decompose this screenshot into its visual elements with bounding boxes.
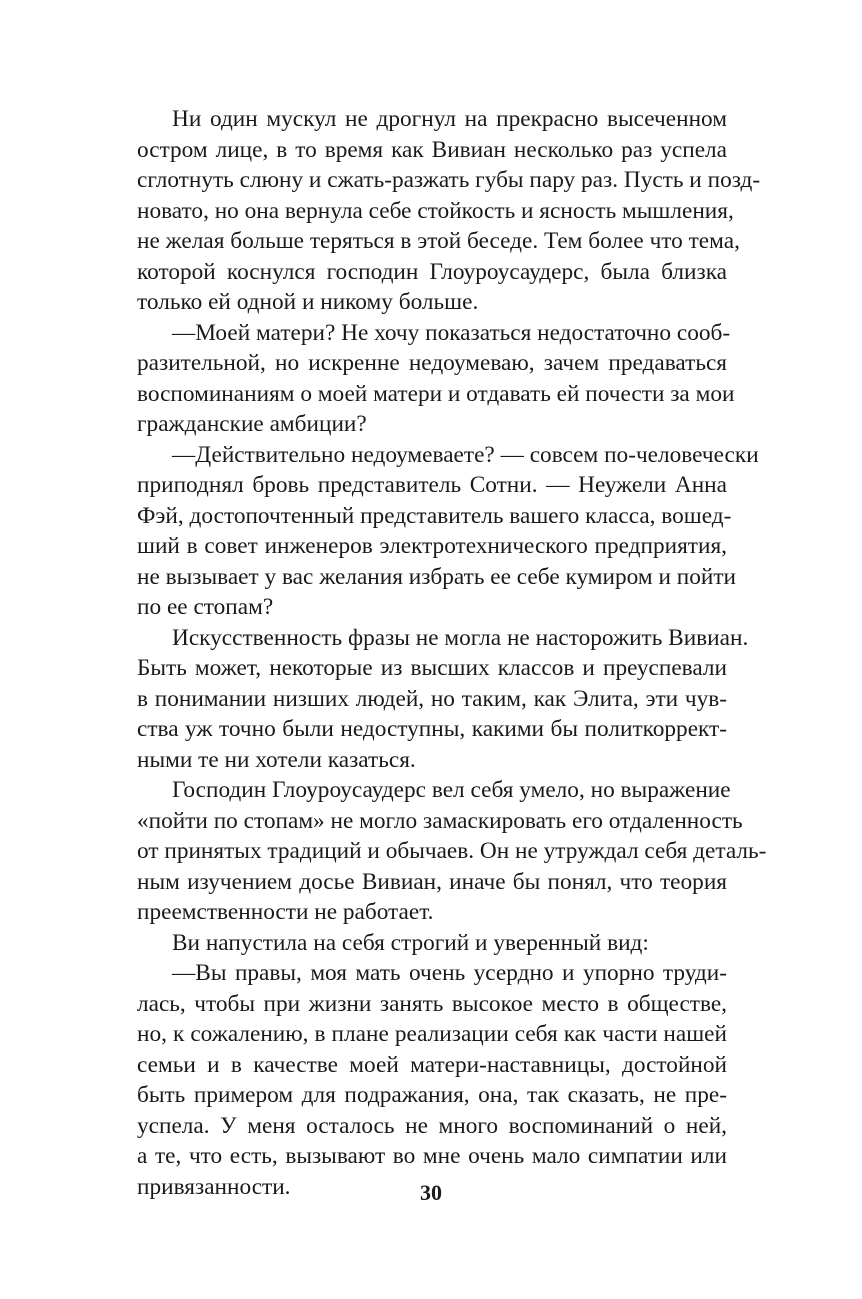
- text-line: от принятых традиций и обычаев. Он не утруждал себя деталь-: [137, 838, 767, 864]
- text-line: не желая больше теряться в этой беседе. Тем более что тема,: [137, 228, 740, 254]
- text-line: которой коснулся господин Глоуроусаудерс, была близка: [137, 258, 727, 285]
- text-line: ший в совет инженеров электротехнического предприятия,: [137, 533, 727, 559]
- text-line: разительной, но искренне недоумеваю, зачем предаваться: [137, 350, 727, 376]
- text-line: новато, но она вернула себе стойкость и ясность мышления,: [137, 197, 734, 224]
- paragraph: [137, 440, 759, 623]
- paragraph: [137, 928, 727, 959]
- text-line: Господин Глоуроусаудерс вел себя умело, но выражение: [172, 777, 731, 803]
- text-line: лась, чтобы при жизни занять высокое место в обществе,: [137, 990, 727, 1017]
- paragraph: [137, 623, 749, 776]
- text-line: успела. У меня осталось не много воспоминаний о ней,: [137, 1112, 727, 1139]
- text-line: воспоминаниям о моей матери и отдавать ей почести за мои: [137, 380, 735, 407]
- paragraph: [137, 318, 735, 440]
- page-number: 30: [420, 1180, 442, 1205]
- text-line: быть примером для подражания, она, так сказать, не пре-: [137, 1082, 727, 1108]
- text-line: не вызывает у вас желания избрать ее себе кумиром и пойти: [137, 563, 736, 590]
- text-line: «пойти по стопам» не могло замаскировать его отдаленность: [137, 807, 743, 834]
- text-line: преемственности не работает.: [137, 899, 434, 925]
- text-line: семьи и в качестве моей матери-наставницы, достойной: [137, 1051, 727, 1078]
- text-line: Фэй, достопочтенный представитель вашего класса, вошед-: [137, 502, 732, 529]
- text-line: гражданские амбиции?: [137, 411, 367, 437]
- text-line: Быть может, некоторые из высших классов и преуспевали: [137, 655, 727, 681]
- text-line: только ей одной и никому больше.: [137, 289, 479, 315]
- paragraph: [137, 104, 761, 318]
- text-line: Ви напустила на себя строгий и уверенный вид:: [172, 929, 649, 956]
- text-line: Искусственность фразы не могла не насторожить Вивиан.: [172, 624, 749, 651]
- paragraph: [137, 775, 767, 928]
- text-line: привязанности.: [137, 1173, 291, 1200]
- text-line: —Действительно недоумеваете? — совсем по-человечески: [172, 441, 759, 468]
- text-line: Ни один мускул не дрогнул на прекрасно высеченном: [172, 106, 727, 132]
- text-line: —Моей матери? Не хочу показаться недостаточно сооб-: [172, 319, 731, 346]
- text-line: остром лице, в то время как Вивиан несколько раз успела: [137, 136, 727, 163]
- text-line: ным изучением досье Вивиан, иначе бы понял, что теория: [137, 868, 727, 895]
- page-text: [137, 104, 767, 1202]
- text-line: ства уж точно были недоступны, какими бы политкоррект-: [137, 716, 727, 742]
- text-line: —Вы правы, моя мать очень усердно и упорно труди-: [172, 960, 727, 986]
- text-line: а те, что есть, вызывают во мне очень мало симпатии или: [137, 1143, 727, 1169]
- paragraph: [137, 958, 727, 1202]
- text-line: но, к сожалению, в плане реализации себя как части нашей: [137, 1021, 727, 1047]
- text-line: приподнял бровь представитель Сотни. — Неужели Анна: [137, 472, 727, 498]
- text-line: в понимании низших людей, но таким, как Элита, эти чув-: [137, 685, 727, 712]
- text-line: сглотнуть слюну и сжать-разжать губы пару раз. Пусть и позд-: [137, 167, 761, 193]
- text-line: по ее стопам?: [137, 594, 274, 620]
- text-line: ными те ни хотели казаться.: [137, 746, 416, 773]
